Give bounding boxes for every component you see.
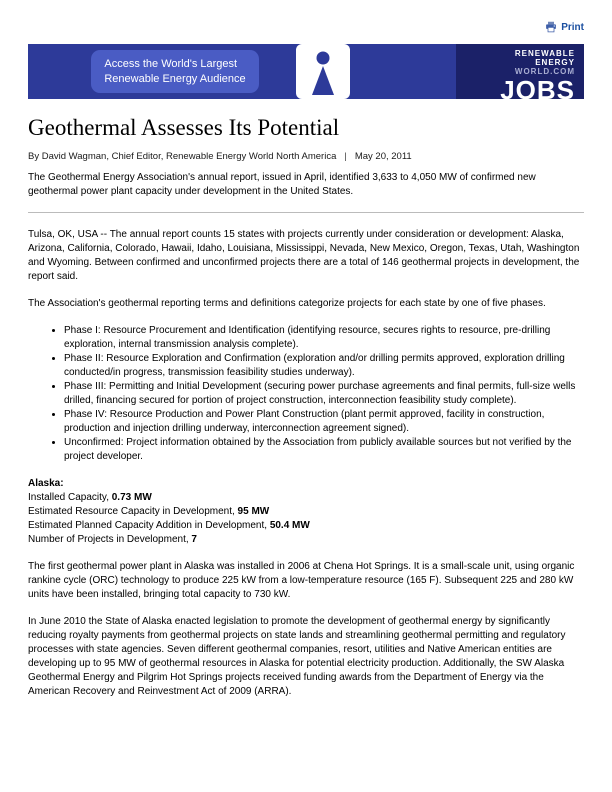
stat-value: 50.4 MW — [269, 520, 310, 531]
paragraph-2: The Association's geothermal reporting terms and definitions categorize projects for each state by one of five phases. — [28, 298, 546, 309]
jobs-label: JOBS — [500, 74, 575, 99]
phase-item-2: • Phase II: Resource Exploration and Confirmation (exploration and/or drilling permits approved, exploration drilling conducted/in progress, transmission feasibility studies underway). — [64, 352, 584, 380]
banner-jobs-panel — [456, 44, 584, 99]
banner-ad[interactable] — [28, 44, 584, 99]
alaska-stats-block — [28, 477, 584, 547]
phase-item-4: • Phase IV: Resource Production and Power Plant Construction (plant permit approved, facility in construction, production and injection drilling underway, interconnection agreement signed). — [64, 408, 584, 436]
paragraph-chena: The first geothermal power plant in Alaska was installed in 2006 at Chena Hot Springs. It is a small-scale unit, using organic rankine cycle (ORC) technology to produce 225 kW from a low-temperature resource (165 F). Subsequent 225 and 280 kW units have been installed, bringing total capacity to 730 kW. — [28, 561, 575, 600]
banner-tagline-box — [91, 50, 258, 93]
divider — [28, 212, 584, 213]
stat-line-resource — [28, 505, 584, 519]
brand-line2: ENERGY — [535, 58, 575, 68]
banner-tagline-line1: Access the World's Largest — [104, 58, 238, 71]
phase-item-3: • Phase III: Permitting and Initial Development (securing power purchase agreements and final permits, full-size wells drilled, financing secured for portion of project construction, interconnection feasibility study complete). — [64, 380, 584, 408]
print-row — [28, 20, 584, 34]
stat-value: 0.73 MW — [111, 492, 152, 503]
phases-list — [50, 324, 584, 464]
stat-label: Estimated Planned Capacity Addition in Development, — [28, 520, 270, 531]
print-label: Print — [561, 21, 584, 33]
print-button[interactable] — [545, 21, 584, 33]
stat-line-installed — [28, 491, 584, 505]
lead-paragraph: The Geothermal Energy Association's annual report, issued in April, identified 3,633 to 4,050 MW of confirmed new geothermal power plant capacity under development in the United States. — [28, 172, 536, 197]
brand-logo — [515, 49, 575, 77]
stat-line-planned — [28, 519, 584, 533]
article-title: Geothermal Assesses Its Potential — [28, 115, 340, 140]
stat-label: Number of Projects in Development, — [28, 534, 192, 545]
brand-line1: RENEWABLE — [514, 49, 575, 58]
person-icon — [306, 49, 340, 95]
byline-author: By David Wagman, Chief Editor, Renewable Energy World North America — [28, 151, 337, 162]
phase-item-5: • Unconfirmed: Project information obtained by the Association from publicly available sources but not verified by the project developer. — [64, 436, 584, 464]
printer-icon — [545, 21, 557, 33]
phase-item-1: • Phase I: Resource Procurement and Identification (identifying resource, secures rights to resource, pre-drilling exploration, internal transmission analysis complete). — [64, 324, 584, 352]
banner-tagline-area — [28, 44, 294, 99]
stat-value: 7 — [191, 534, 197, 545]
banner-tagline-line2: Renewable Energy Audience — [104, 72, 246, 85]
banner-spacer — [352, 44, 456, 99]
banner-figure-panel — [296, 44, 350, 99]
paragraph-legislation: In June 2010 the State of Alaska enacted legislation to promote the development of geothermal energy by significantly reducing royalty payments from geothermal projects on state lands and streamlining geothermal permitting and regulatory processes with state agencies. Seven different geothermal companies, resort, utilities and Native American entities are developing up to 95 MW of geothermal resources in Alaska for potential electricity production. Additionally, the SW Alaska Geothermal Energy and Pilgrim Hot Springs projects received funding awards from the Department of Energy via the American Recovery and Reinvestment Act of 2009 (ARRA). — [28, 616, 566, 697]
article-date: May 20, 2011 — [354, 151, 412, 162]
byline-separator: | — [344, 151, 347, 162]
alaska-heading: Alaska: — [28, 478, 64, 489]
stat-value: 95 MW — [237, 506, 270, 517]
paragraph-1: Tulsa, OK, USA -- The annual report counts 15 states with projects currently under consideration or development: Alaska, Arizona, California, Colorado, Hawaii, Idaho, Louisiana, Mississippi, Nevada, New Mexico, Oregon, Texas, Utah, Washington and Wyoming. Between confirmed and unconfirmed projects there are a total of 146 geothermal projects in development, the report said. — [28, 229, 580, 282]
stat-label: Estimated Resource Capacity in Development, — [28, 506, 238, 517]
byline — [28, 151, 584, 162]
stat-line-projects — [28, 533, 584, 547]
brand-line3: WORLD.COM — [514, 67, 575, 77]
stat-label: Installed Capacity, — [28, 492, 112, 503]
